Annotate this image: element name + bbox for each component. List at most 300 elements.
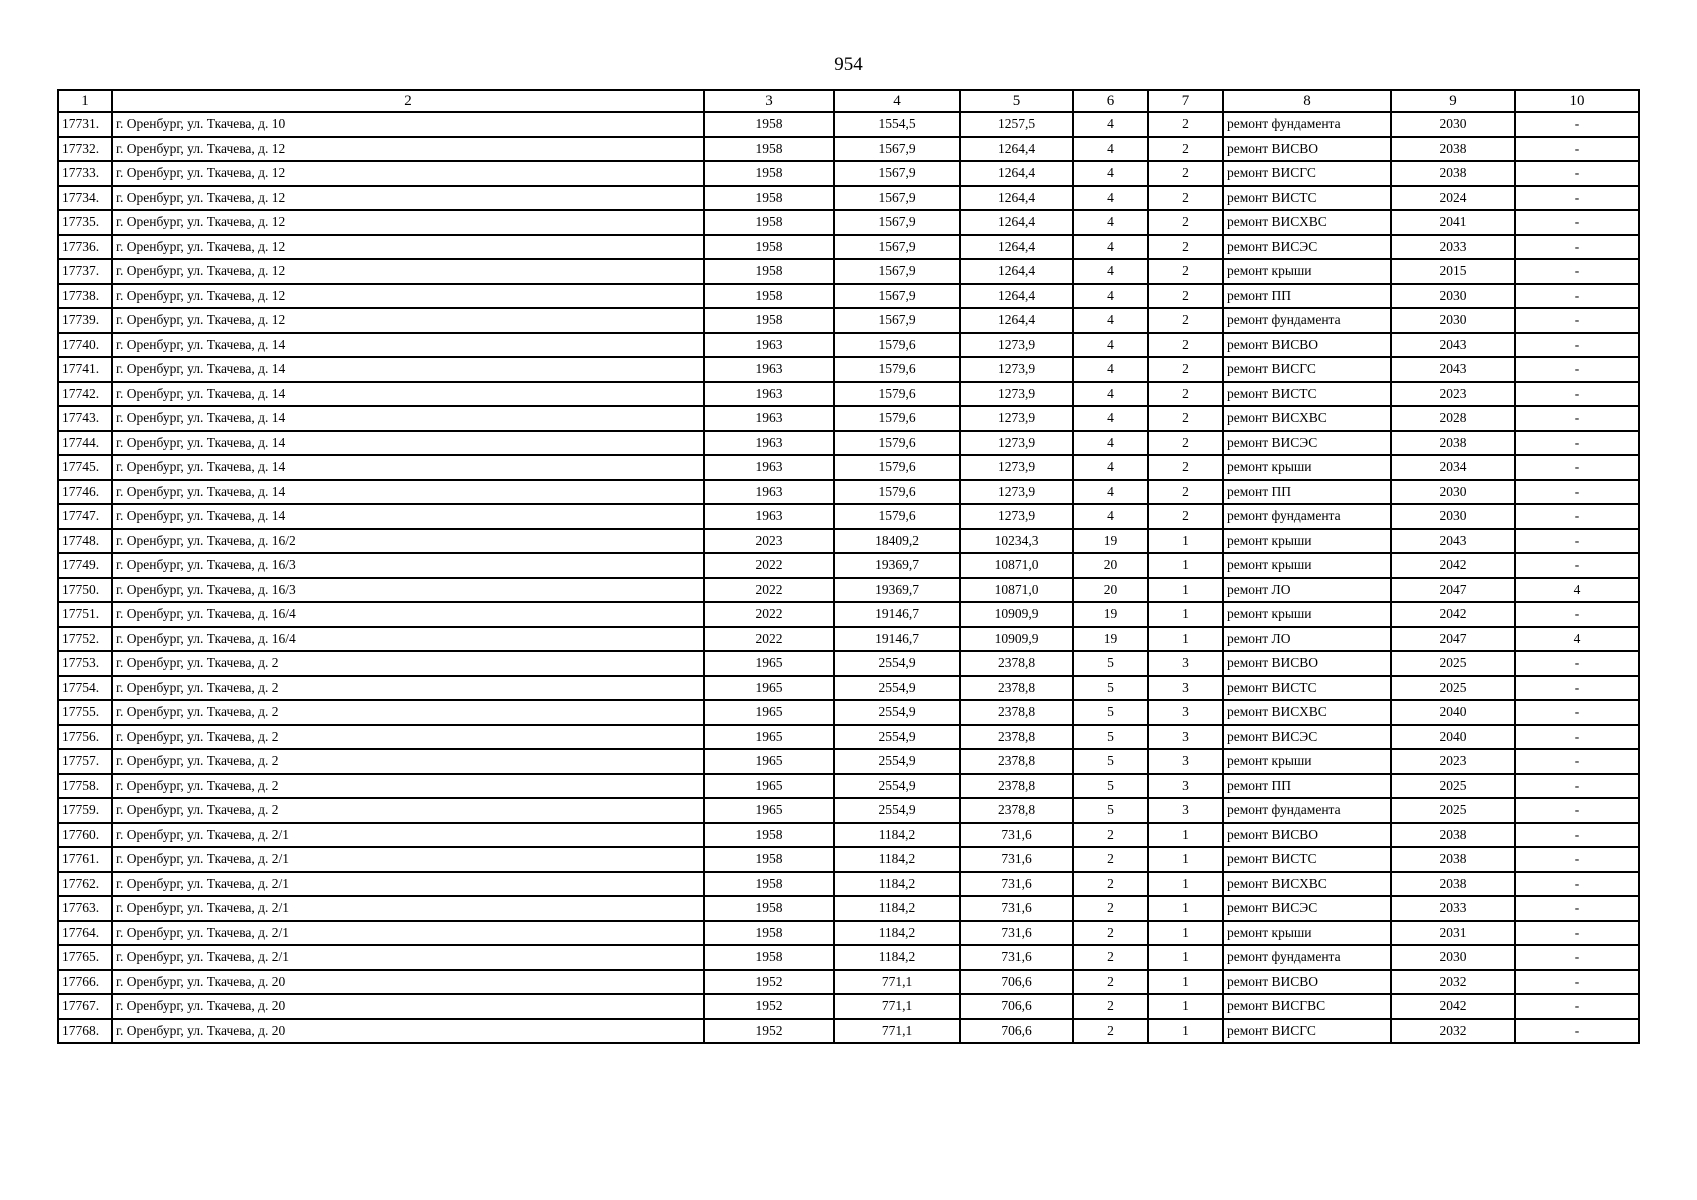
- cell-address: г. Оренбург, ул. Ткачева, д. 20: [112, 994, 704, 1019]
- cell-floors: 2: [1073, 994, 1148, 1019]
- cell-floors: 4: [1073, 112, 1148, 137]
- cell-work-type: ремонт крыши: [1223, 749, 1391, 774]
- cell-entrances: 3: [1148, 700, 1223, 725]
- cell-floors: 4: [1073, 406, 1148, 431]
- cell-column-10-value: -: [1515, 700, 1639, 725]
- cell-planned-year: 2042: [1391, 602, 1515, 627]
- cell-work-type: ремонт ВИСВО: [1223, 970, 1391, 995]
- cell-work-type: ремонт ВИСВО: [1223, 823, 1391, 848]
- cell-entrances: 1: [1148, 1019, 1223, 1044]
- cell-address: г. Оренбург, ул. Ткачева, д. 12: [112, 284, 704, 309]
- cell-work-type: ремонт ПП: [1223, 284, 1391, 309]
- cell-entrances: 1: [1148, 921, 1223, 946]
- cell-row-number: 17733.: [58, 161, 112, 186]
- cell-planned-year: 2030: [1391, 112, 1515, 137]
- cell-entrances: 3: [1148, 798, 1223, 823]
- cell-living-area: 1264,4: [960, 186, 1073, 211]
- cell-year-built: 1958: [704, 823, 834, 848]
- cell-column-10-value: -: [1515, 406, 1639, 431]
- cell-total-area: 1579,6: [834, 480, 960, 505]
- cell-total-area: 771,1: [834, 1019, 960, 1044]
- cell-row-number: 17745.: [58, 455, 112, 480]
- cell-living-area: 1264,4: [960, 308, 1073, 333]
- cell-year-built: 1965: [704, 676, 834, 701]
- cell-planned-year: 2040: [1391, 725, 1515, 750]
- cell-row-number: 17763.: [58, 896, 112, 921]
- cell-planned-year: 2043: [1391, 333, 1515, 358]
- cell-floors: 2: [1073, 970, 1148, 995]
- cell-living-area: 706,6: [960, 970, 1073, 995]
- cell-floors: 5: [1073, 774, 1148, 799]
- cell-total-area: 1184,2: [834, 945, 960, 970]
- cell-work-type: ремонт крыши: [1223, 553, 1391, 578]
- cell-planned-year: 2025: [1391, 774, 1515, 799]
- cell-year-built: 2022: [704, 553, 834, 578]
- cell-planned-year: 2030: [1391, 284, 1515, 309]
- cell-work-type: ремонт ЛО: [1223, 627, 1391, 652]
- cell-floors: 4: [1073, 284, 1148, 309]
- cell-planned-year: 2041: [1391, 210, 1515, 235]
- cell-row-number: 17756.: [58, 725, 112, 750]
- cell-entrances: 1: [1148, 945, 1223, 970]
- cell-row-number: 17749.: [58, 553, 112, 578]
- table-row: [58, 847, 1639, 872]
- cell-planned-year: 2038: [1391, 847, 1515, 872]
- cell-planned-year: 2025: [1391, 676, 1515, 701]
- cell-row-number: 17760.: [58, 823, 112, 848]
- cell-work-type: ремонт фундамента: [1223, 945, 1391, 970]
- cell-work-type: ремонт фундамента: [1223, 308, 1391, 333]
- cell-total-area: 1567,9: [834, 308, 960, 333]
- cell-planned-year: 2047: [1391, 578, 1515, 603]
- cell-work-type: ремонт ЛО: [1223, 578, 1391, 603]
- cell-floors: 5: [1073, 700, 1148, 725]
- cell-total-area: 1567,9: [834, 235, 960, 260]
- cell-year-built: 1958: [704, 161, 834, 186]
- cell-column-10-value: -: [1515, 602, 1639, 627]
- table-row: [58, 872, 1639, 897]
- cell-row-number: 17767.: [58, 994, 112, 1019]
- cell-living-area: 1273,9: [960, 480, 1073, 505]
- cell-row-number: 17738.: [58, 284, 112, 309]
- table-row: [58, 382, 1639, 407]
- cell-work-type: ремонт ВИСЭС: [1223, 235, 1391, 260]
- cell-work-type: ремонт ВИСГС: [1223, 1019, 1391, 1044]
- cell-address: г. Оренбург, ул. Ткачева, д. 14: [112, 382, 704, 407]
- cell-year-built: 1963: [704, 382, 834, 407]
- cell-year-built: 1958: [704, 896, 834, 921]
- cell-work-type: ремонт фундамента: [1223, 798, 1391, 823]
- cell-entrances: 2: [1148, 480, 1223, 505]
- cell-floors: 5: [1073, 798, 1148, 823]
- cell-column-10-value: -: [1515, 284, 1639, 309]
- cell-row-number: 17731.: [58, 112, 112, 137]
- table-row: [58, 994, 1639, 1019]
- cell-year-built: 2022: [704, 578, 834, 603]
- cell-total-area: 1579,6: [834, 406, 960, 431]
- cell-total-area: 771,1: [834, 994, 960, 1019]
- cell-column-10-value: -: [1515, 210, 1639, 235]
- cell-column-10-value: -: [1515, 749, 1639, 774]
- table-row: [58, 700, 1639, 725]
- cell-address: г. Оренбург, ул. Ткачева, д. 14: [112, 431, 704, 456]
- table-row: [58, 676, 1639, 701]
- cell-total-area: 19369,7: [834, 553, 960, 578]
- cell-address: г. Оренбург, ул. Ткачева, д. 16/3: [112, 553, 704, 578]
- cell-planned-year: 2023: [1391, 749, 1515, 774]
- cell-planned-year: 2025: [1391, 798, 1515, 823]
- cell-living-area: 1264,4: [960, 284, 1073, 309]
- cell-row-number: 17734.: [58, 186, 112, 211]
- cell-floors: 4: [1073, 455, 1148, 480]
- cell-work-type: ремонт ВИСХВС: [1223, 700, 1391, 725]
- cell-work-type: ремонт ВИСТС: [1223, 382, 1391, 407]
- cell-address: г. Оренбург, ул. Ткачева, д. 2/1: [112, 896, 704, 921]
- cell-column-10-value: -: [1515, 676, 1639, 701]
- cell-row-number: 17752.: [58, 627, 112, 652]
- table-row: [58, 357, 1639, 382]
- cell-work-type: ремонт ВИСТС: [1223, 676, 1391, 701]
- table-row: [58, 970, 1639, 995]
- cell-planned-year: 2034: [1391, 455, 1515, 480]
- cell-entrances: 1: [1148, 872, 1223, 897]
- cell-year-built: 1958: [704, 186, 834, 211]
- cell-planned-year: 2030: [1391, 945, 1515, 970]
- cell-entrances: 2: [1148, 333, 1223, 358]
- cell-floors: 19: [1073, 602, 1148, 627]
- cell-work-type: ремонт ВИСГС: [1223, 357, 1391, 382]
- cell-planned-year: 2042: [1391, 994, 1515, 1019]
- cell-work-type: ремонт ВИСТС: [1223, 186, 1391, 211]
- cell-floors: 4: [1073, 137, 1148, 162]
- cell-entrances: 3: [1148, 725, 1223, 750]
- cell-total-area: 1579,6: [834, 357, 960, 382]
- cell-year-built: 1958: [704, 945, 834, 970]
- cell-column-10-value: -: [1515, 847, 1639, 872]
- cell-entrances: 3: [1148, 774, 1223, 799]
- cell-year-built: 1963: [704, 357, 834, 382]
- cell-total-area: 1579,6: [834, 504, 960, 529]
- cell-address: г. Оренбург, ул. Ткачева, д. 20: [112, 970, 704, 995]
- cell-planned-year: 2033: [1391, 235, 1515, 260]
- cell-address: г. Оренбург, ул. Ткачева, д. 2/1: [112, 945, 704, 970]
- table-row: [58, 798, 1639, 823]
- cell-planned-year: 2038: [1391, 823, 1515, 848]
- cell-planned-year: 2023: [1391, 382, 1515, 407]
- cell-year-built: 1965: [704, 651, 834, 676]
- table-row: [58, 602, 1639, 627]
- cell-work-type: ремонт ВИСГВС: [1223, 994, 1391, 1019]
- cell-living-area: 1264,4: [960, 137, 1073, 162]
- cell-year-built: 2022: [704, 627, 834, 652]
- cell-entrances: 2: [1148, 284, 1223, 309]
- cell-year-built: 1963: [704, 455, 834, 480]
- cell-row-number: 17741.: [58, 357, 112, 382]
- cell-total-area: 1567,9: [834, 210, 960, 235]
- cell-entrances: 1: [1148, 578, 1223, 603]
- cell-column-10-value: -: [1515, 455, 1639, 480]
- column-header-7: 7: [1148, 90, 1223, 112]
- cell-entrances: 3: [1148, 749, 1223, 774]
- cell-address: г. Оренбург, ул. Ткачева, д. 14: [112, 357, 704, 382]
- cell-column-10-value: -: [1515, 872, 1639, 897]
- cell-planned-year: 2047: [1391, 627, 1515, 652]
- cell-column-10-value: -: [1515, 186, 1639, 211]
- cell-year-built: 1952: [704, 970, 834, 995]
- cell-living-area: 10871,0: [960, 578, 1073, 603]
- cell-entrances: 2: [1148, 210, 1223, 235]
- cell-column-10-value: -: [1515, 161, 1639, 186]
- table-row: [58, 529, 1639, 554]
- table-row: [58, 308, 1639, 333]
- table-row: [58, 627, 1639, 652]
- cell-living-area: 2378,8: [960, 676, 1073, 701]
- cell-column-10-value: 4: [1515, 578, 1639, 603]
- cell-year-built: 2022: [704, 602, 834, 627]
- cell-year-built: 1958: [704, 872, 834, 897]
- cell-total-area: 1184,2: [834, 872, 960, 897]
- cell-total-area: 2554,9: [834, 774, 960, 799]
- cell-address: г. Оренбург, ул. Ткачева, д. 16/3: [112, 578, 704, 603]
- cell-total-area: 1567,9: [834, 284, 960, 309]
- cell-work-type: ремонт ВИСХВС: [1223, 872, 1391, 897]
- cell-address: г. Оренбург, ул. Ткачева, д. 12: [112, 161, 704, 186]
- cell-address: г. Оренбург, ул. Ткачева, д. 2: [112, 774, 704, 799]
- cell-address: г. Оренбург, ул. Ткачева, д. 12: [112, 259, 704, 284]
- cell-year-built: 1958: [704, 847, 834, 872]
- cell-address: г. Оренбург, ул. Ткачева, д. 20: [112, 1019, 704, 1044]
- cell-total-area: 19146,7: [834, 627, 960, 652]
- cell-floors: 20: [1073, 553, 1148, 578]
- cell-floors: 4: [1073, 259, 1148, 284]
- cell-floors: 4: [1073, 504, 1148, 529]
- cell-year-built: 1952: [704, 994, 834, 1019]
- cell-column-10-value: -: [1515, 529, 1639, 554]
- cell-planned-year: 2033: [1391, 896, 1515, 921]
- cell-row-number: 17755.: [58, 700, 112, 725]
- cell-total-area: 1567,9: [834, 161, 960, 186]
- cell-year-built: 1963: [704, 406, 834, 431]
- cell-row-number: 17743.: [58, 406, 112, 431]
- column-header-9: 9: [1391, 90, 1515, 112]
- cell-address: г. Оренбург, ул. Ткачева, д. 12: [112, 137, 704, 162]
- cell-address: г. Оренбург, ул. Ткачева, д. 14: [112, 406, 704, 431]
- cell-planned-year: 2040: [1391, 700, 1515, 725]
- table-row: [58, 823, 1639, 848]
- cell-column-10-value: -: [1515, 994, 1639, 1019]
- cell-living-area: 1273,9: [960, 455, 1073, 480]
- cell-year-built: 1965: [704, 774, 834, 799]
- cell-total-area: 2554,9: [834, 700, 960, 725]
- cell-total-area: 19369,7: [834, 578, 960, 603]
- cell-floors: 2: [1073, 945, 1148, 970]
- cell-address: г. Оренбург, ул. Ткачева, д. 2: [112, 700, 704, 725]
- table-row: [58, 725, 1639, 750]
- cell-column-10-value: -: [1515, 725, 1639, 750]
- cell-address: г. Оренбург, ул. Ткачева, д. 14: [112, 333, 704, 358]
- cell-work-type: ремонт ВИСХВС: [1223, 210, 1391, 235]
- cell-living-area: 2378,8: [960, 725, 1073, 750]
- table-row: [58, 333, 1639, 358]
- cell-entrances: 3: [1148, 676, 1223, 701]
- cell-planned-year: 2025: [1391, 651, 1515, 676]
- cell-work-type: ремонт крыши: [1223, 921, 1391, 946]
- cell-year-built: 1965: [704, 725, 834, 750]
- cell-row-number: 17765.: [58, 945, 112, 970]
- cell-column-10-value: -: [1515, 112, 1639, 137]
- cell-planned-year: 2042: [1391, 553, 1515, 578]
- cell-year-built: 1958: [704, 235, 834, 260]
- cell-floors: 20: [1073, 578, 1148, 603]
- cell-entrances: 1: [1148, 823, 1223, 848]
- cell-row-number: 17761.: [58, 847, 112, 872]
- column-header-5: 5: [960, 90, 1073, 112]
- cell-total-area: 1579,6: [834, 455, 960, 480]
- cell-total-area: 2554,9: [834, 725, 960, 750]
- cell-year-built: 1963: [704, 431, 834, 456]
- cell-entrances: 1: [1148, 627, 1223, 652]
- cell-entrances: 2: [1148, 137, 1223, 162]
- table-row: [58, 455, 1639, 480]
- cell-floors: 5: [1073, 749, 1148, 774]
- cell-floors: 5: [1073, 676, 1148, 701]
- cell-work-type: ремонт ВИСВО: [1223, 137, 1391, 162]
- cell-column-10-value: -: [1515, 774, 1639, 799]
- cell-row-number: 17766.: [58, 970, 112, 995]
- cell-entrances: 1: [1148, 970, 1223, 995]
- cell-column-10-value: -: [1515, 235, 1639, 260]
- cell-living-area: 2378,8: [960, 774, 1073, 799]
- cell-column-10-value: -: [1515, 333, 1639, 358]
- cell-year-built: 1963: [704, 480, 834, 505]
- cell-floors: 2: [1073, 872, 1148, 897]
- table-row: [58, 112, 1639, 137]
- table-row: [58, 651, 1639, 676]
- cell-work-type: ремонт крыши: [1223, 259, 1391, 284]
- cell-planned-year: 2030: [1391, 504, 1515, 529]
- cell-entrances: 1: [1148, 602, 1223, 627]
- cell-year-built: 1965: [704, 749, 834, 774]
- cell-total-area: 2554,9: [834, 749, 960, 774]
- table-row: [58, 921, 1639, 946]
- cell-year-built: 1963: [704, 504, 834, 529]
- cell-entrances: 2: [1148, 382, 1223, 407]
- cell-column-10-value: -: [1515, 137, 1639, 162]
- cell-entrances: 2: [1148, 406, 1223, 431]
- cell-row-number: 17739.: [58, 308, 112, 333]
- cell-row-number: 17746.: [58, 480, 112, 505]
- cell-living-area: 1273,9: [960, 382, 1073, 407]
- table-row: [58, 235, 1639, 260]
- cell-work-type: ремонт ВИСВО: [1223, 333, 1391, 358]
- cell-year-built: 1958: [704, 284, 834, 309]
- cell-column-10-value: -: [1515, 480, 1639, 505]
- table-row: [58, 480, 1639, 505]
- cell-row-number: 17753.: [58, 651, 112, 676]
- cell-work-type: ремонт ВИСЭС: [1223, 896, 1391, 921]
- cell-work-type: ремонт фундамента: [1223, 504, 1391, 529]
- cell-row-number: 17744.: [58, 431, 112, 456]
- cell-year-built: 1958: [704, 210, 834, 235]
- cell-entrances: 1: [1148, 529, 1223, 554]
- cell-column-10-value: -: [1515, 382, 1639, 407]
- cell-living-area: 731,6: [960, 945, 1073, 970]
- cell-total-area: 1579,6: [834, 431, 960, 456]
- table-row: [58, 431, 1639, 456]
- cell-living-area: 706,6: [960, 1019, 1073, 1044]
- cell-total-area: 1567,9: [834, 137, 960, 162]
- cell-address: г. Оренбург, ул. Ткачева, д. 14: [112, 480, 704, 505]
- cell-living-area: 10909,9: [960, 627, 1073, 652]
- cell-total-area: 1184,2: [834, 823, 960, 848]
- cell-address: г. Оренбург, ул. Ткачева, д. 2: [112, 651, 704, 676]
- table-row: [58, 1019, 1639, 1044]
- cell-row-number: 17740.: [58, 333, 112, 358]
- cell-living-area: 1264,4: [960, 235, 1073, 260]
- cell-address: г. Оренбург, ул. Ткачева, д. 12: [112, 235, 704, 260]
- cell-total-area: 1184,2: [834, 896, 960, 921]
- table-row: [58, 161, 1639, 186]
- cell-column-10-value: -: [1515, 259, 1639, 284]
- header-row: [58, 90, 1639, 112]
- cell-column-10-value: -: [1515, 945, 1639, 970]
- cell-work-type: ремонт крыши: [1223, 529, 1391, 554]
- cell-floors: 4: [1073, 382, 1148, 407]
- cell-row-number: 17759.: [58, 798, 112, 823]
- cell-floors: 19: [1073, 627, 1148, 652]
- cell-row-number: 17751.: [58, 602, 112, 627]
- cell-planned-year: 2030: [1391, 308, 1515, 333]
- cell-column-10-value: 4: [1515, 627, 1639, 652]
- cell-entrances: 1: [1148, 994, 1223, 1019]
- cell-planned-year: 2043: [1391, 357, 1515, 382]
- cell-planned-year: 2015: [1391, 259, 1515, 284]
- cell-column-10-value: -: [1515, 651, 1639, 676]
- cell-floors: 4: [1073, 333, 1148, 358]
- page-number: 954: [834, 54, 863, 75]
- cell-total-area: 1579,6: [834, 382, 960, 407]
- cell-column-10-value: -: [1515, 308, 1639, 333]
- cell-column-10-value: -: [1515, 504, 1639, 529]
- table-row: [58, 553, 1639, 578]
- cell-address: г. Оренбург, ул. Ткачева, д. 2/1: [112, 872, 704, 897]
- table-row: [58, 284, 1639, 309]
- cell-row-number: 17742.: [58, 382, 112, 407]
- cell-total-area: 1579,6: [834, 333, 960, 358]
- cell-work-type: ремонт ВИСХВС: [1223, 406, 1391, 431]
- table-row: [58, 749, 1639, 774]
- column-header-2: 2: [112, 90, 704, 112]
- cell-total-area: 1184,2: [834, 847, 960, 872]
- column-header-6: 6: [1073, 90, 1148, 112]
- cell-column-10-value: -: [1515, 970, 1639, 995]
- cell-column-10-value: -: [1515, 896, 1639, 921]
- cell-entrances: 2: [1148, 431, 1223, 456]
- cell-living-area: 10234,3: [960, 529, 1073, 554]
- cell-column-10-value: -: [1515, 553, 1639, 578]
- cell-year-built: 1965: [704, 700, 834, 725]
- cell-floors: 4: [1073, 161, 1148, 186]
- cell-floors: 2: [1073, 1019, 1148, 1044]
- table-body: [58, 112, 1639, 1043]
- cell-total-area: 771,1: [834, 970, 960, 995]
- cell-entrances: 2: [1148, 504, 1223, 529]
- cell-work-type: ремонт ВИСЭС: [1223, 725, 1391, 750]
- cell-floors: 2: [1073, 896, 1148, 921]
- cell-row-number: 17747.: [58, 504, 112, 529]
- cell-total-area: 2554,9: [834, 651, 960, 676]
- cell-work-type: ремонт крыши: [1223, 602, 1391, 627]
